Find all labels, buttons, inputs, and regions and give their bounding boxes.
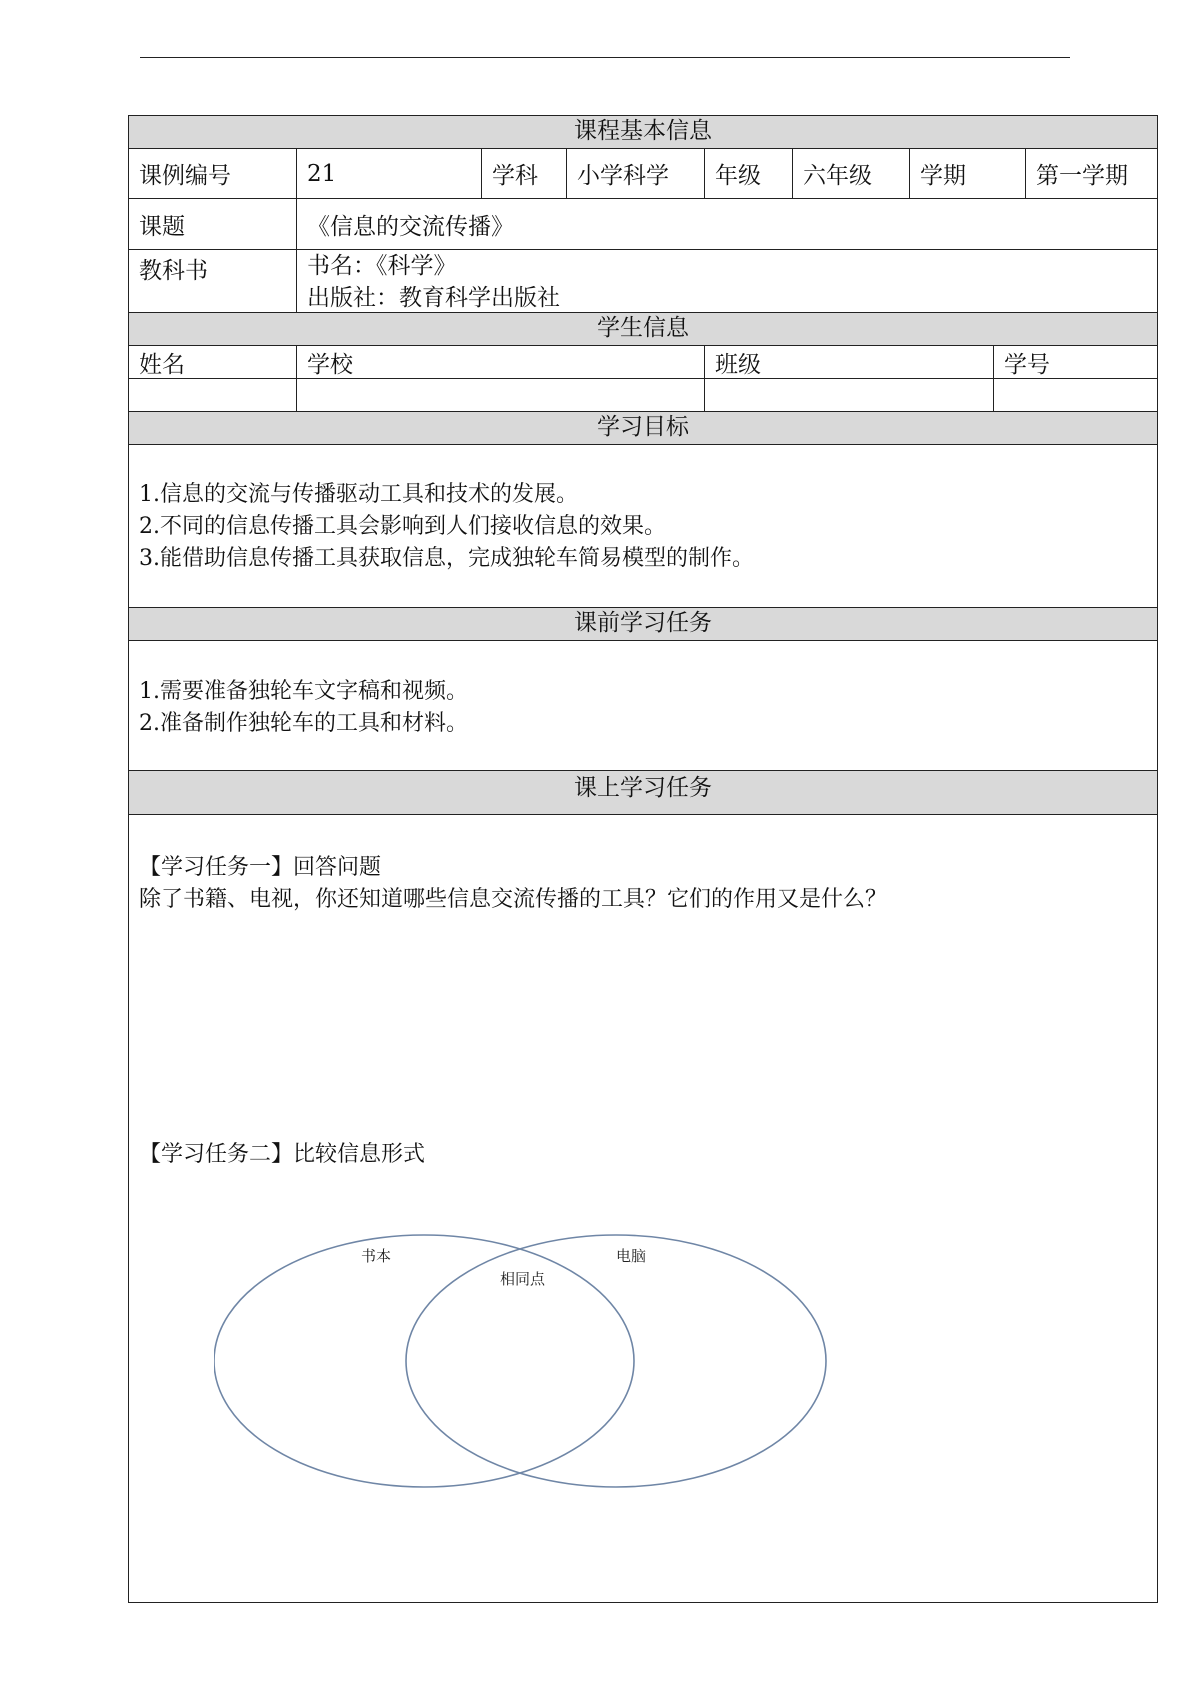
in-class-body [129, 815, 1157, 1602]
pre-class-header [129, 608, 1157, 641]
class-field[interactable] [705, 379, 994, 411]
school-field[interactable] [297, 379, 705, 411]
in-class-header [129, 771, 1157, 815]
pre-class-body [129, 641, 1157, 771]
number-label: 学号 [1004, 351, 1050, 378]
task2-title: 【学习任务二】比较信息形式 [139, 1142, 426, 1167]
student-fill-row [129, 379, 1157, 412]
course-info-title: 课程基本信息 [574, 118, 712, 144]
textbook-details [297, 250, 1157, 312]
school-label: 学校 [297, 346, 705, 378]
course-info-header [129, 116, 1157, 149]
in-class-title: 课上学习任务 [574, 775, 712, 801]
grade-label: 年级 [705, 149, 793, 198]
objective-item: 3.能借助信息传播工具获取信息，完成独轮车简易模型的制作。 [139, 546, 754, 571]
pre-class-item: 1.需要准备独轮车文字稿和视频。 [139, 679, 468, 704]
venn-left-label: 书本 [361, 1247, 392, 1265]
lesson-sheet [128, 115, 1158, 1603]
number-field[interactable] [994, 379, 1157, 411]
header-rule [140, 57, 1070, 58]
objective-item: 2.不同的信息传播工具会影响到人们接收信息的效果。 [139, 514, 666, 539]
pre-class-item: 2.准备制作独轮车的工具和材料。 [139, 711, 468, 736]
student-info-header [129, 313, 1157, 346]
objective-item: 1.信息的交流与传播驱动工具和技术的发展。 [139, 482, 578, 507]
textbook-label: 教科书 [129, 250, 297, 312]
textbook-row [129, 250, 1157, 313]
venn-left-circle [214, 1235, 634, 1487]
task1-title: 【学习任务一】回答问题 [139, 855, 382, 880]
class-label: 班级 [705, 346, 994, 378]
id-label: 课例编号 [129, 149, 297, 198]
term-value[interactable]: 第一学期 [1036, 163, 1128, 189]
student-labels-row [129, 346, 1157, 379]
id-value[interactable]: 21 [297, 149, 482, 198]
objectives-title: 学习目标 [597, 414, 689, 440]
task1-answer-area[interactable] [139, 925, 1139, 1105]
subject-value[interactable]: 小学科学 [567, 149, 705, 198]
objectives-body [129, 445, 1157, 608]
topic-label: 课题 [129, 199, 297, 249]
venn-overlap-label: 相同点 [500, 1270, 546, 1288]
topic-row [129, 199, 1157, 250]
task1-question: 除了书籍、电视，你还知道哪些信息交流传播的工具？它们的作用又是什么？ [139, 887, 888, 912]
student-info-title: 学生信息 [597, 315, 689, 341]
topic-value[interactable]: 《信息的交流传播》 [307, 213, 514, 240]
objectives-header [129, 412, 1157, 445]
textbook-publisher: 出版社：教育科学出版社 [307, 285, 560, 311]
subject-label: 学科 [482, 149, 567, 198]
name-label: 姓名 [129, 346, 297, 378]
venn-right-label: 电脑 [616, 1247, 647, 1265]
pre-class-title: 课前学习任务 [574, 610, 712, 636]
venn-right-circle [406, 1235, 826, 1487]
textbook-name: 书名：《科学》 [307, 253, 457, 279]
course-meta-row [129, 149, 1157, 199]
name-field[interactable] [129, 379, 297, 411]
venn-diagram[interactable] [214, 1225, 834, 1505]
grade-value[interactable]: 六年级 [793, 149, 910, 198]
term-label: 学期 [910, 149, 1026, 198]
